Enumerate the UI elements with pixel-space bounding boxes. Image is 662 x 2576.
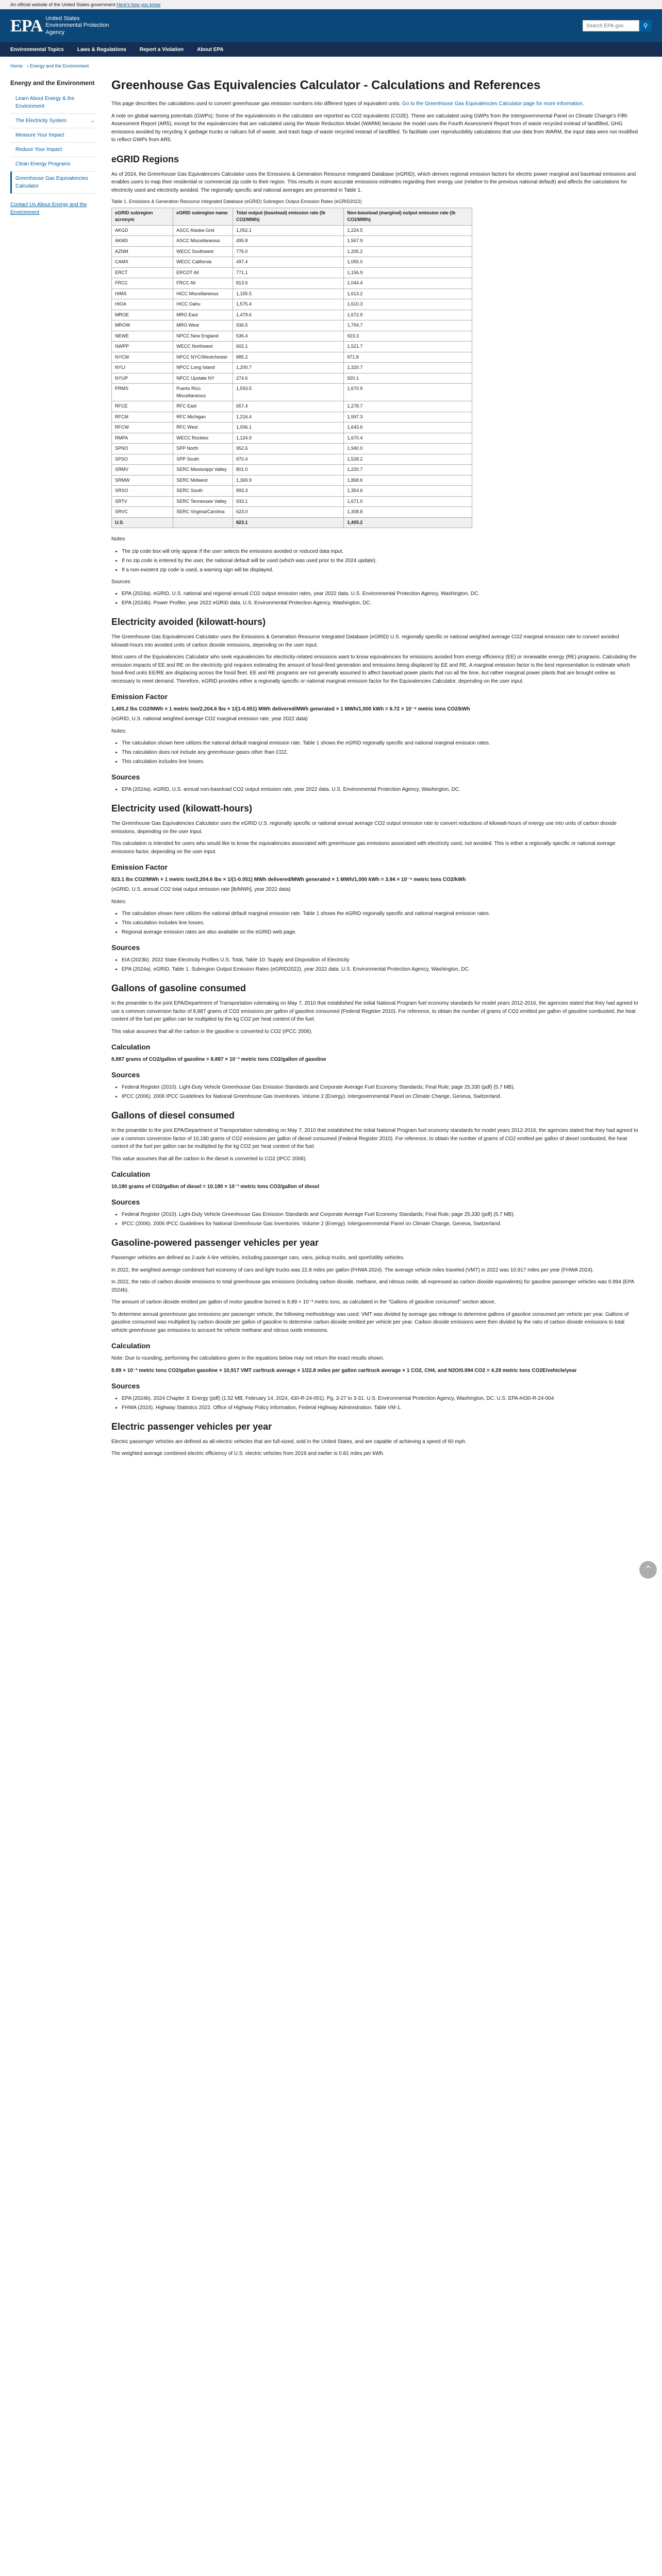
table-cell: SPSO <box>112 454 173 465</box>
table-cell: 1,597.3 <box>344 412 472 422</box>
table-row <box>112 433 472 444</box>
table-row <box>112 352 472 363</box>
table-cell: AZNM <box>112 246 173 257</box>
table-cell: 771.1 <box>233 267 343 278</box>
table-cell: 801.0 <box>233 465 343 476</box>
list-item: • This calculation includes line losses. <box>122 919 638 927</box>
table-cell: 1,055.0 <box>344 257 472 268</box>
table-cell: HICC Oahu <box>173 299 233 310</box>
used-sources <box>122 956 638 973</box>
table-cell: 923.3 <box>344 331 472 342</box>
calculation-heading: Calculation <box>111 1170 151 1179</box>
list-item: • EPA (2024a). eGRID, Table 1. Subregion Output Emission Rates (eGRID2022), year 2022 data. U.S. Environmental Protection Agency, Washington, DC. <box>122 965 638 973</box>
table-cell: NYLI <box>112 363 173 374</box>
gasoline-sources <box>122 1083 638 1100</box>
gwp-note: A note on global warming potentials (GWPs): Some of the equivalencies in the calculator are reported as CO2 equivalents (CO2E). These are calculated using GWPs from the Intergovernmental Panel on Climate Change's Fifth Assessment Report (AR5), except for the equivalencies that are calculated using the Waste Reduction Model (WARM) because the model uses the Fourth Assessment Report from of waste recycled instead of landfilled, GHG emissions avoided by recycling X garbage trucks or railcars full of waste, and trash bags of waste recycled instead of landfilled. To facilitate user reproducibility calculations that use data from WARM, the input data were not modified to reflect GWPs from AR5. <box>111 113 638 143</box>
table-cell: AKMS <box>112 236 173 247</box>
sidebar-item-label: Measure Your Impact <box>15 132 64 138</box>
table-cell: SRMW <box>112 475 173 486</box>
table-cell: RFCW <box>112 422 173 433</box>
sidebar <box>10 76 103 1462</box>
table-cell: Puerto Rico Miscellaneous <box>173 384 233 401</box>
table-cell: 1,405.2 <box>344 517 472 528</box>
list-item: • Federal Register (2010). Light-Duty Vehicle Greenhouse Gas Emission Standards and Corporate Average Fuel Economy Standards; Final Rule; page 25,330 (pdf) (5.7 MB). <box>122 1211 638 1218</box>
table-cell: SRMV <box>112 465 173 476</box>
table-cell: 1,671.0 <box>344 496 472 507</box>
diesel-paragraph: This value assumes that all the carbon in the diesel is converted to CO2 (IPCC 2006). <box>111 1156 307 1162</box>
sidebar-title: Energy and the Environment <box>10 79 95 87</box>
gas-vehicles-paragraph: In 2022, the weighted average combined fuel economy of cars and light trucks was 22.8 miles per gallon (FHWA 2024). The average vehicle miles traveled (VMT) in 2022 was 10,917 miles per year (FHWA 2024). <box>111 1267 594 1273</box>
table-cell: PRMS <box>112 384 173 401</box>
table-cell: 1,216.4 <box>233 412 343 422</box>
table-cell: 1,643.6 <box>344 422 472 433</box>
table-cell: ASCC Miscellaneous <box>173 236 233 247</box>
table-cell: 1,670.9 <box>344 384 472 401</box>
list-item: • If a non-existent zip code is used, a warning sign will be displayed. <box>122 566 638 574</box>
table-cell: WECC California <box>173 257 233 268</box>
table-cell: RFCE <box>112 401 173 412</box>
table-cell: MRO East <box>173 310 233 320</box>
gas-vehicles-paragraph: The amount of carbon dioxide emitted per gallon of motor gasoline burned is 8.89 × 10⁻³ metric tons, as calculated in the "Gallons of gasoline consumed" section above. <box>111 1299 496 1306</box>
list-item: • EPA (2024b). Power Profiler, year 2022 eGRID data, U.S. Environmental Protection Agency, Washington, DC. <box>122 599 638 607</box>
emission-factor-heading: Emission Factor <box>111 863 168 872</box>
ev-paragraph: Electric passenger vehicles are defined as all-electric vehicles that are full-sized, sold in the United States, and are capable of achieving a speed of 60 mph. <box>111 1438 467 1445</box>
table-row <box>112 278 472 289</box>
search-button[interactable] <box>639 20 652 31</box>
used-notes <box>122 910 638 936</box>
table-cell: 1,308.8 <box>344 507 472 518</box>
gov-banner <box>0 0 662 9</box>
table-cell: RFCM <box>112 412 173 422</box>
table-cell: 1,155.5 <box>233 289 343 299</box>
avoided-paragraph: The Greenhouse Gas Equivalencies Calculator uses the Emissions & Generation Resource Integrated Database (eGRID) U.S. regionally specific or national weighted average CO2 marginal emission rate to convert avoided kilowatt-hours into avoided units of carbon dioxide emissions, depending on the user input. <box>111 634 619 648</box>
table-cell: 920.1 <box>344 373 472 384</box>
column-header: eGRID subregion name <box>173 208 233 225</box>
sources-heading: Sources <box>111 1071 140 1079</box>
list-item: • EPA (2024b). 2024 Chapter 3: Energy (pdf) (1.52 MB, February 14, 2024, 430-R-24-001). Pg. 3-27 to 3-31. U.S. Environmental Protection Agency, Washington, DC. U.S. EPA #430-R-24-004 <box>122 1395 638 1402</box>
table-row <box>112 363 472 374</box>
table-cell: ASCC Alaska Grid <box>173 225 233 236</box>
table-cell: 952.6 <box>233 444 343 454</box>
table-cell: 536.4 <box>233 331 343 342</box>
table-cell: 1,567.9 <box>344 236 472 247</box>
table-cell <box>173 517 233 528</box>
list-item: • The calculation shown here utilizes the national default marginal emission rate. Table 1 shows the eGRID regionally specific and national marginal emission rates. <box>122 739 638 747</box>
sidebar-item-label: Reduce Your Impact <box>15 146 62 152</box>
epa-logo-mark: EPA <box>10 16 43 36</box>
table-caption: Table 1. Emissions & Generation Resource Integrated Database (eGRID) Subregion Output Emission Rates (eGRID2022) <box>111 199 362 205</box>
table-cell: 970.4 <box>233 454 343 465</box>
notes-label: Notes: <box>111 728 126 734</box>
gasoline-paragraph: This value assumes that all the carbon in the gasoline is converted to CO2 (IPCC 2006). <box>111 1028 313 1035</box>
calculation-heading: Calculation <box>111 1043 151 1052</box>
list-item: • FHWA (2024). Highway Statistics 2022. Office of Highway Policy Information, Federal Highway Administration. Table VM-1. <box>122 1404 638 1412</box>
table-cell: MROW <box>112 320 173 331</box>
table-cell: SERC Virginia/Carolina <box>173 507 233 518</box>
table-row <box>112 454 472 465</box>
chevron-down-icon: ⌄ <box>90 117 95 124</box>
table-cell: FRCC <box>112 278 173 289</box>
table-row <box>112 257 472 268</box>
table-cell: 1,672.9 <box>344 310 472 320</box>
avoided-paragraph: Most users of the Equivalencies Calculator who seek equivalencies for electricity-related emissions want to know equivalencies for emissions avoided from energy efficiency (EE) or renewable energy (RE) programs. Calculating the emission impacts of EE and RE on the electricity grid requires estimating the amount of fossil-fired generation and emissions being displaced by EE and RE. A marginal emission factor is the best representation to estimate which fossil-fired units EE/RE are displacing across the fossil fleet. EE and RE programs are not generally assumed to affect baseload power plants that run all the time, but rather marginal power plants that are brought online as necessary to meet demand. Therefore, eGRID provides either a regionally specific or national marginal emission factor for the Equivalencies Calculator, depending on the user input. <box>111 654 637 684</box>
list-item: • If no zip code is entered by the user, the national default will be used (which was used prior to the 2024 update). <box>122 557 638 565</box>
egrid-heading: eGRID Regions <box>111 154 179 164</box>
table-cell: NYCW <box>112 352 173 363</box>
egrid-sources <box>122 590 638 607</box>
sidebar-item-learn[interactable] <box>10 92 97 114</box>
table-row <box>112 401 472 412</box>
table-row <box>112 236 472 247</box>
table-cell: 823.1 <box>233 517 343 528</box>
sources-heading: Sources <box>111 1381 140 1390</box>
table-cell: NPCC NYC/Westchester <box>173 352 233 363</box>
nav-laws-regulations[interactable]: Laws & Regulations <box>77 46 126 53</box>
table-total-row <box>112 517 472 528</box>
table-cell: 495.8 <box>233 236 343 247</box>
gasoline-heading: Gallons of gasoline consumed <box>111 983 246 994</box>
search-form <box>583 20 652 31</box>
table-cell: SRSO <box>112 486 173 497</box>
diesel-paragraph: In the preamble to the joint EPA/Department of Transportation rulemaking on May 7, 2010 that established the initial National Program fuel economy standards for model years 2012-2016, the agencies stated that they had agreed to use a common conversion factor of 10,180 grams of CO2 emissions per gallon of diesel consumed (Federal Register 2010). For reference, to obtain the number of grams of CO2 emitted per gallon of diesel combusted, the heat content of the fuel per gallon can be multiplied by the kg CO2 per heat content of the fuel. <box>111 1128 638 1150</box>
list-item: • IPCC (2006). 2006 IPCC Guidelines for National Greenhouse Gas Inventories. Volume 2 (Energy). Intergovernmental Panel on Climate Change, Geneva, Switzerland. <box>122 1093 638 1100</box>
table-cell: 1,320.7 <box>344 363 472 374</box>
table-cell: WECC Rockies <box>173 433 233 444</box>
list-item: • Federal Register (2010). Light-Duty Vehicle Greenhouse Gas Emission Standards and Corporate Average Fuel Economy Standards; Final Rule; page 25,330 (pdf) (5.7 MB). <box>122 1083 638 1091</box>
table-row <box>112 320 472 331</box>
sources-heading: Sources <box>111 773 140 782</box>
table-cell: SERC Tennessee Valley <box>173 496 233 507</box>
sidebar-item-reduce[interactable] <box>10 143 97 157</box>
main-content <box>103 76 638 1462</box>
table-cell: SERC Midwest <box>173 475 233 486</box>
table-cell: 933.1 <box>233 496 343 507</box>
table-row <box>112 465 472 476</box>
gov-banner-link[interactable]: Here's how you know <box>116 2 161 7</box>
table-row <box>112 412 472 422</box>
table-cell: HIOA <box>112 299 173 310</box>
table-cell: 1,044.4 <box>344 278 472 289</box>
table-cell: MROE <box>112 310 173 320</box>
sidebar-item-label: Clean Energy Programs <box>15 161 71 167</box>
table-cell: 1,868.6 <box>344 475 472 486</box>
logo-line: Agency <box>45 29 65 36</box>
table-cell: SRVC <box>112 507 173 518</box>
sources-label: Sources <box>111 579 130 585</box>
table-cell: 1,479.6 <box>233 310 343 320</box>
column-header: eGRID subregion acronym <box>112 208 173 225</box>
nav-about-epa[interactable]: About EPA <box>197 46 224 53</box>
table-cell: NYUP <box>112 373 173 384</box>
nav-environmental-topics[interactable]: Environmental Topics <box>10 46 64 53</box>
sidebar-item-electricity-system[interactable] <box>10 114 97 128</box>
list-item: • EPA (2024a). eGRID, U.S. annual non-baseload CO2 output emission rate, year 2022 data. U.S. Environmental Protection Agency, Washington, DC. <box>122 786 638 793</box>
search-input[interactable] <box>583 20 639 31</box>
table-cell: AKGD <box>112 225 173 236</box>
table-cell: RMPA <box>112 433 173 444</box>
table-cell: SPP North <box>173 444 233 454</box>
sidebar-item-clean-energy[interactable] <box>10 157 97 172</box>
breadcrumb-energy[interactable]: Energy and the Environment <box>30 63 89 69</box>
table-row <box>112 331 472 342</box>
table-cell: U.S. <box>112 517 173 528</box>
table-row <box>112 225 472 236</box>
logo-line: Environmental Protection <box>45 22 109 29</box>
table-cell: FRCC All <box>173 278 233 289</box>
table-cell: SRTV <box>112 496 173 507</box>
table-cell: HICC Miscellaneous <box>173 289 233 299</box>
table-cell: 1,521.7 <box>344 342 472 352</box>
table-body <box>112 225 472 528</box>
table-cell: 1,369.9 <box>233 475 343 486</box>
table-row <box>112 373 472 384</box>
calculation-formula: 10,180 grams of CO2/gallon of diesel = 10.180 × 10⁻³ metric tons CO2/gallon of diesel <box>111 1184 320 1190</box>
table-row <box>112 486 472 497</box>
sidebar-item-calculator[interactable] <box>10 172 97 194</box>
avoided-heading: Electricity avoided (kilowatt-hours) <box>111 617 266 628</box>
table-cell: NWPP <box>112 342 173 352</box>
gas-vehicles-sources <box>122 1395 638 1412</box>
table-row <box>112 342 472 352</box>
table-cell: 1,200.7 <box>233 363 343 374</box>
egrid-table <box>111 208 472 529</box>
gas-vehicles-heading: Gasoline-powered passenger vehicles per year <box>111 1238 319 1248</box>
emission-formula: 1,405.2 lbs CO2/MWh × 1 metric ton/2,204.6 lbs × 1/(1-0.051) MWh delivered/MWh generated × 1 MWh/1,000 kWh = 6.72 × 10⁻⁴ metric tons CO2/kWh <box>111 706 470 713</box>
table-row <box>112 289 472 299</box>
table-cell: 497.4 <box>233 257 343 268</box>
notes-label: Notes <box>111 536 125 543</box>
table-row <box>112 475 472 486</box>
breadcrumb-separator: › <box>27 63 29 69</box>
formula-note: (eGRID, U.S. national weighted average CO2 marginal emission rate, year 2022 data) <box>111 716 308 722</box>
table-cell: RFC Michigan <box>173 412 233 422</box>
main-nav <box>0 42 662 57</box>
sources-heading: Sources <box>111 943 140 952</box>
formula-note: (eGRID, U.S. annual CO2 total output emission rate [lb/MWh], year 2022 data) <box>111 887 291 893</box>
table-row <box>112 384 472 401</box>
diesel-heading: Gallons of diesel consumed <box>111 1110 235 1121</box>
logo-line: United States <box>45 15 80 22</box>
table-cell: 1,224.5 <box>344 225 472 236</box>
table-cell: 602.1 <box>233 342 343 352</box>
table-cell: ERCT <box>112 267 173 278</box>
gas-vehicles-paragraph: In 2022, the ratio of carbon dioxide emissions to total greenhouse gas emissions (including carbon dioxide, methane, and nitrous oxide, all expressed as carbon dioxide equivalents) for gasoline passenger vehicles was 0.994 (EPA 2024b). <box>111 1279 634 1293</box>
list-item: • IPCC (2006). 2006 IPCC Guidelines for National Greenhouse Gas Inventories. Volume 2 (Energy). Intergovernmental Panel on Climate Change, Geneva, Switzerland. <box>122 1220 638 1228</box>
list-item: • The calculation shown here utilizes the national default marginal emission rate. Table 1 shows the eGRID regionally specific and national marginal emission rates. <box>122 910 638 918</box>
table-cell: NPCC Upstate NY <box>173 373 233 384</box>
page-title: Greenhouse Gas Equivalencies Calculator - Calculations and References <box>111 78 541 92</box>
sidebar-item-label: Learn About Energy & the Environment <box>15 95 75 109</box>
epa-logo[interactable] <box>10 13 109 39</box>
used-paragraph: The Greenhouse Gas Equivalencies Calculator uses the eGRID U.S. regionally specific or national annual average CO2 output emission rate to convert reductions of kilowatt-hours of energy use into units of carbon dioxide emissions, depending on the user input. <box>111 821 617 835</box>
column-header: Total output (baseload) emission rate (lb CO2/MWh) <box>233 208 343 225</box>
table-cell: HIMS <box>112 289 173 299</box>
nav-report-violation[interactable]: Report a Violation <box>139 46 184 53</box>
gas-vehicles-paragraph: To determine annual greenhouse gas emissions per passenger vehicle, the following methodology was used: VMT was divided by average gas mileage to determine gallons of gasoline consumed per vehicle per year. Gallons of gasoline consumed was multiplied by carbon dioxide per gallon of gasoline to determine carbon dioxide emitted per vehicle per year. Carbon dioxide emissions were then divided by the ratio of carbon dioxide emissions to total vehicle greenhouse gas emissions to account for vehicle methane and nitrous oxide emissions. <box>111 1311 629 1333</box>
back-to-top-button[interactable] <box>639 1561 657 1579</box>
table-cell: 274.6 <box>233 373 343 384</box>
contact-link[interactable]: Contact Us About Energy and the Environment <box>10 201 87 215</box>
table-cell: 1,794.7 <box>344 320 472 331</box>
used-paragraph: This calculation is intended for users who would like to know the equivalencies associated with greenhouse gas emissions associated with electricity used, not avoided. This is either a regionally specific or national average emissions factor, depending on the user input. <box>111 841 616 855</box>
search-icon: ⚲ <box>643 22 648 29</box>
table-cell: 1,278.7 <box>344 401 472 412</box>
gasoline-paragraph: In the preamble to the joint EPA/Department of Transportation rulemaking on May 7, 2010 that established the initial National Program fuel economy standards for model years 2012-2016, the agencies stated that they had agreed to use a common conversion factor of 8,887 grams of CO2 emissions per gallon of gasoline consumed (Federal Register 2010). For reference, to obtain the number of grams of CO2 emitted per gallon of gasoline combusted, the heat content of the fuel per gallon can be multiplied by the kg CO2 per heat content of the fuel. <box>111 1001 638 1023</box>
ev-paragraph: The weighted average combined electric efficiency of U.S. electric vehicles from 2019 and earlier is 0.81 miles per kWh. <box>111 1451 385 1457</box>
table-cell: 971.8 <box>344 352 472 363</box>
table-cell: SPNO <box>112 444 173 454</box>
table-row <box>112 496 472 507</box>
table-cell: 776.0 <box>233 246 343 257</box>
table-row <box>112 299 472 310</box>
table-cell: 885.2 <box>233 352 343 363</box>
calculator-link[interactable]: Go to the Greenhouse Gas Equivalencies Calculator page for more information. <box>402 101 584 107</box>
table-cell: 936.5 <box>233 320 343 331</box>
table-row <box>112 507 472 518</box>
epa-logo-text <box>45 15 109 36</box>
column-header: Non-baseload (marginal) output emission rate (lb CO2/MWh) <box>344 208 472 225</box>
table-cell: 1,610.3 <box>344 299 472 310</box>
gas-vehicles-paragraph: Passenger vehicles are defined as 2-axle 4-tire vehicles, including passenger cars, vans, pickup trucks, and sport/utility vehicles. <box>111 1255 405 1261</box>
table-cell: WECC Southwest <box>173 246 233 257</box>
site-header <box>0 9 662 42</box>
list-item: • The zip code box will only appear if the user selects the emissions avoided or reduced data input. <box>122 548 638 555</box>
table-cell: SERC Mississippi Valley <box>173 465 233 476</box>
table-cell: 1,613.2 <box>344 289 472 299</box>
gov-banner-text: An official website of the United States government <box>10 2 115 7</box>
list-item: • EPA (2024a). eGRID, U.S. national and regional annual CO2 output emission rates, year 2022 data. U.S. Environmental Protection Agency, Washington, DC. <box>122 590 638 598</box>
table-row <box>112 246 472 257</box>
table-header-row <box>112 208 472 225</box>
avoided-sources <box>122 786 638 793</box>
table-cell: 1,593.5 <box>233 384 343 401</box>
calculation-formula: 8,887 grams of CO2/gallon of gasoline = 8.887 × 10⁻³ metric tons CO2/gallon of gasoline <box>111 1057 326 1063</box>
calculation-heading: Calculation <box>111 1342 151 1350</box>
intro-paragraph <box>111 100 638 108</box>
avoided-notes <box>122 739 638 766</box>
table-cell: 1,528.2 <box>344 454 472 465</box>
sidebar-item-label: The Electricity System <box>15 117 67 124</box>
intro-text: This page describes the calculations used to convert greenhouse gas emission numbers into different types of equivalent units. <box>111 101 401 107</box>
breadcrumb-home[interactable]: Home <box>10 63 23 69</box>
table-cell: 813.6 <box>233 278 343 289</box>
sidebar-item-measure[interactable] <box>10 128 97 143</box>
table-row <box>112 422 472 433</box>
table-cell: WECC Northwest <box>173 342 233 352</box>
table-cell: ERCOT All <box>173 267 233 278</box>
table-cell: 1,940.0 <box>344 444 472 454</box>
breadcrumb <box>0 57 662 76</box>
table-cell: 1,006.1 <box>233 422 343 433</box>
list-item: • This calculation does not include any greenhouse gases other than CO2. <box>122 749 638 756</box>
list-item: • Regional average emission rates are also available on the eGRID web page. <box>122 928 638 936</box>
table-cell: 1,220.7 <box>344 465 472 476</box>
table-cell: RFC East <box>173 401 233 412</box>
table-cell: 1,052.1 <box>233 225 343 236</box>
table-cell: 1,354.6 <box>344 486 472 497</box>
table-cell: SERC South <box>173 486 233 497</box>
table-row <box>112 444 472 454</box>
table-cell: 623.0 <box>233 507 343 518</box>
table-cell: 1,124.9 <box>233 433 343 444</box>
arrow-up-icon: ⌃ <box>644 1564 652 1574</box>
diesel-sources <box>122 1211 638 1228</box>
calculation-note: Note: Due to rounding, performing the calculations given in the equations below may not return the exact results shown. <box>111 1355 385 1362</box>
table-cell: NEWE <box>112 331 173 342</box>
table-cell: 657.4 <box>233 401 343 412</box>
table-cell: MRO West <box>173 320 233 331</box>
emission-formula: 823.1 lbs CO2/MWh × 1 metric ton/2,204.6 lbs × 1/(1-0.051) MWh delivered/MWh generated × 1 MWh/1,000 kWh = 3.94 × 10⁻⁴ metric tons CO2/kWh <box>111 877 466 883</box>
table-cell: 893.3 <box>233 486 343 497</box>
table-cell: SPP South <box>173 454 233 465</box>
table-cell: NPCC New England <box>173 331 233 342</box>
egrid-paragraph: As of 2024, the Greenhouse Gas Equivalencies Calculator uses the Emissions & Generation Resource Integrated Database (eGRID), which derives regional emission factors for electric power marginal and baseload emissions and enables users to map their residential or commercial zip code to their region. This results in more accurate emissions estimates regarding their energy use (relative to the previous national default) and affects the calculations for electricity used and electricity avoided. The regionally specific and national averages are presented in Table 1. <box>111 171 636 193</box>
used-heading: Electricity used (kilowatt-hours) <box>111 803 253 814</box>
table-cell: 1,205.2 <box>344 246 472 257</box>
sources-heading: Sources <box>111 1198 140 1207</box>
table-row <box>112 310 472 320</box>
table-cell: 1,670.4 <box>344 433 472 444</box>
list-item: • EIA (2023b). 2022 State Electricity Profiles U.S. Total, Table 10: Supply and Disposition of Electricity <box>122 956 638 964</box>
emission-factor-heading: Emission Factor <box>111 692 168 701</box>
list-item: • This calculation includes line losses. <box>122 758 638 766</box>
calculation-formula: 8.89 × 10⁻³ metric tons CO2/gallon gasoline × 10,917 VMT car/truck average × 1/22.8 miles per gallon car/truck average × 1 CO2, CH4, and N2O/0.994 CO2 = 4.29 metric tons CO2E/vehicle/year <box>111 1367 577 1374</box>
notes-label: Notes: <box>111 899 126 905</box>
egrid-notes <box>122 548 638 574</box>
table-cell: NPCC Long Island <box>173 363 233 374</box>
table-cell: CAMX <box>112 257 173 268</box>
table-cell: RFC West <box>173 422 233 433</box>
table-row <box>112 267 472 278</box>
ev-heading: Electric passenger vehicles per year <box>111 1421 272 1432</box>
table-cell: 1,575.4 <box>233 299 343 310</box>
sidebar-item-label: Greenhouse Gas Equivalencies Calculator <box>15 175 88 189</box>
table-cell: 1,156.9 <box>344 267 472 278</box>
